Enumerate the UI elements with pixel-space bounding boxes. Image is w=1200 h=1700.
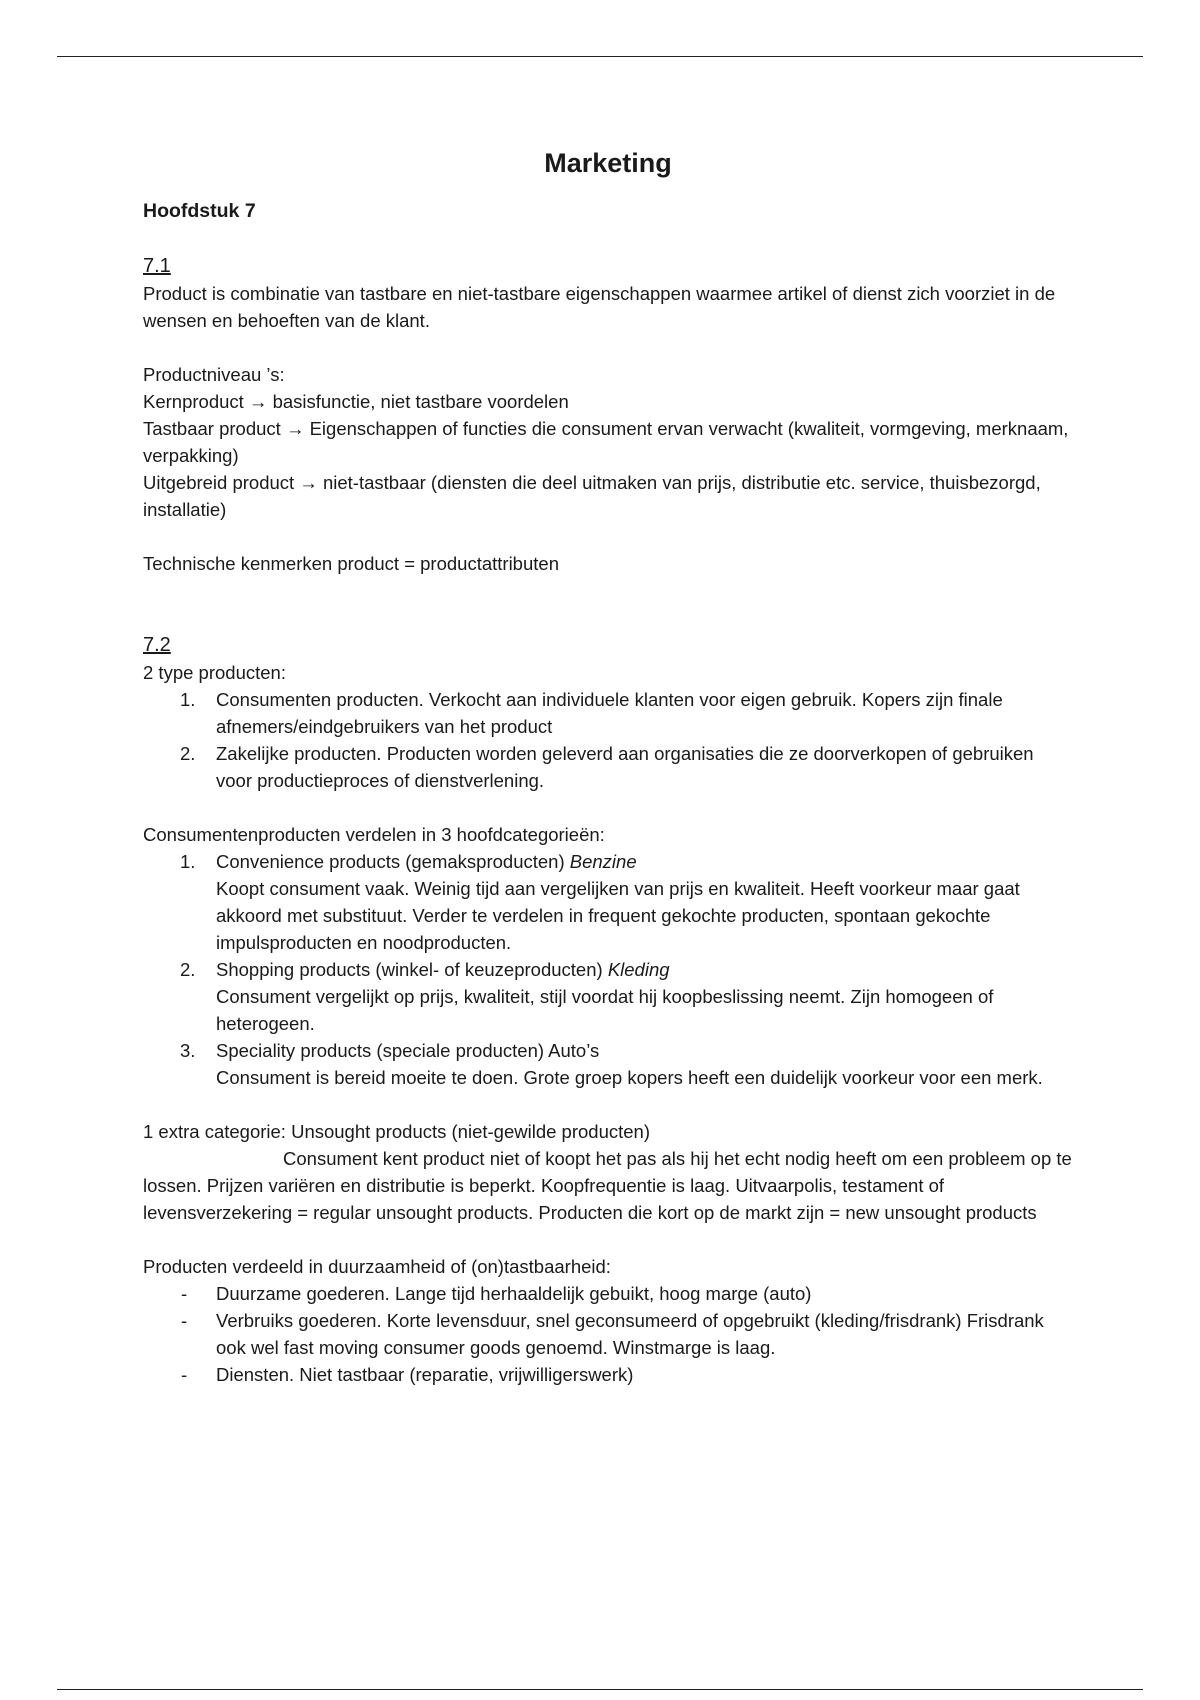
list-number: 1. <box>180 851 196 872</box>
list-item <box>143 1361 1073 1388</box>
product-types-list <box>143 686 1073 794</box>
extra-category-text <box>143 1145 1073 1226</box>
list-text: Diensten. Niet tastbaar (reparatie, vrijwilligerswerk) <box>216 1364 634 1385</box>
top-rule <box>57 56 1143 57</box>
bottom-rule <box>57 1689 1143 1690</box>
durability-title: Producten verdeeld in duurzaamheid of (on)tastbaarheid: <box>143 1256 611 1277</box>
categories-list <box>143 848 1073 1091</box>
category-description: Consument is bereid moeite te doen. Grote groep kopers heeft een duidelijk voorkeur voor een merk. <box>216 1067 1043 1088</box>
list-item <box>143 848 1073 956</box>
list-item <box>143 1307 1073 1361</box>
list-number: 2. <box>180 743 196 764</box>
list-number: 1. <box>180 689 196 710</box>
section-heading-7-1: 7.1 <box>143 255 171 277</box>
durability-list <box>143 1280 1073 1388</box>
category-description: Consument vergelijkt op prijs, kwaliteit, stijl voordat hij koopbeslissing neemt. Zijn homogeen of heterogeen. <box>216 986 994 1034</box>
category-name: Shopping products (winkel- of keuzeproducten) <box>216 959 603 980</box>
product-level: Uitgebreid product → niet-tastbaar (diensten die deel uitmaken van prijs, distributie etc. service, thuisbezorgd, installatie) <box>143 472 1041 520</box>
product-types-title: 2 type producten: <box>143 662 286 683</box>
product-level: Tastbaar product → Eigenschappen of functies die consument ervan verwacht (kwaliteit, vormgeving, merknaam, verpakking) <box>143 418 1069 466</box>
list-text: Zakelijke producten. Producten worden geleverd aan organisaties die ze doorverkopen of gebruiken voor productieproces of dienstverlening. <box>216 743 1034 791</box>
product-level: Kernproduct → basisfunctie, niet tastbare voordelen <box>143 391 569 412</box>
section-heading-7-2: 7.2 <box>143 634 171 656</box>
category-example: Kleding <box>607 959 670 980</box>
list-text: Duurzame goederen. Lange tijd herhaaldelijk gebuikt, hoog marge (auto) <box>216 1283 812 1304</box>
document-page <box>143 145 1073 1388</box>
technical-features: Technische kenmerken product = productattributen <box>143 553 559 574</box>
document-title: Marketing <box>544 148 672 178</box>
extra-category-body: Consument kent product niet of koopt het pas als hij het echt nodig heeft om een probleem op te lossen. Prijzen variëren en distributie is beperkt. Koopfrequentie is laag. Uitvaarpolis, testament of levensverzekering = regular unsought products. Producten die kort op de markt zijn = new unsought products <box>143 1148 1072 1223</box>
list-item <box>143 956 1073 1037</box>
list-number: 2. <box>180 959 196 980</box>
list-text: Consumenten producten. Verkocht aan individuele klanten voor eigen gebruik. Kopers zijn finale afnemers/eindgebruikers van het product <box>216 689 1003 737</box>
list-text: Verbruiks goederen. Korte levensduur, snel geconsumeerd of opgebruikt (kleding/frisdrank) Frisdrank ook wel fast moving consumer goods genoemd. Winstmarge is laag. <box>216 1310 1044 1358</box>
chapter-heading: Hoofdstuk 7 <box>143 200 256 222</box>
list-item <box>143 740 1073 794</box>
categories-title: Consumentenproducten verdelen in 3 hoofdcategorieën: <box>143 824 605 845</box>
list-item <box>143 1280 1073 1307</box>
category-name: Speciality products (speciale producten) Auto’s <box>216 1040 600 1061</box>
list-dash: - <box>181 1283 188 1304</box>
list-item <box>143 686 1073 740</box>
list-number: 3. <box>180 1040 196 1061</box>
list-item <box>143 1037 1073 1091</box>
category-description: Koopt consument vaak. Weinig tijd aan vergelijken van prijs en kwaliteit. Heeft voorkeur maar gaat akkoord met substituut. Verder te verdelen in frequent gekochte producten, spontaan gekochte impulsproducten en noodproducten. <box>216 878 1020 953</box>
extra-category-title: 1 extra categorie: Unsought products (niet-gewilde producten) <box>143 1121 650 1142</box>
category-example: Benzine <box>569 851 637 872</box>
category-name: Convenience products (gemaksproducten) <box>216 851 565 872</box>
product-levels-title: Productniveau ’s: <box>143 364 285 385</box>
list-dash: - <box>181 1364 188 1385</box>
list-dash: - <box>181 1310 188 1331</box>
product-definition: Product is combinatie van tastbare en niet-tastbare eigenschappen waarmee artikel of dienst zich voorziet in de wensen en behoeften van de klant. <box>143 283 1056 331</box>
